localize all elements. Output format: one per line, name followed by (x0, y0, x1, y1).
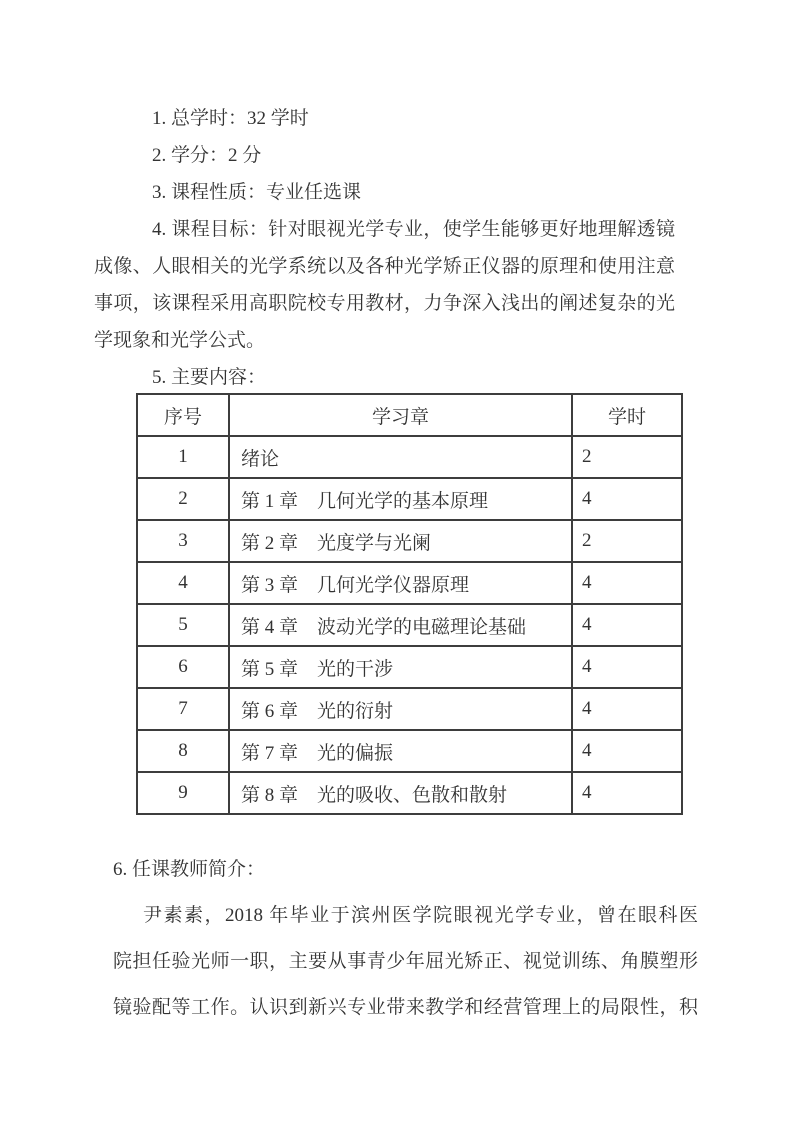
row-number-cell: 2 (137, 478, 229, 520)
hours-cell: 4 (572, 688, 682, 730)
course-item-total-hours: 1. 总学时：32 学时 (152, 108, 309, 129)
hours-cell: 2 (572, 520, 682, 562)
row-number-cell: 4 (137, 562, 229, 604)
teacher-bio-line: 镜验配等工作。认识到新兴专业带来教学和经营管理上的局限性，积 (113, 997, 698, 1018)
col-header-index: 序号 (137, 394, 229, 436)
row-number-cell: 7 (137, 688, 229, 730)
course-item-credits: 2. 学分：2 分 (152, 145, 262, 166)
chapter-cell: 第 2 章 光度学与光阑 (229, 520, 572, 562)
course-objective-line: 学现象和光学公式。 (94, 330, 266, 351)
teacher-intro-heading: 6. 任课教师简介： (113, 859, 266, 880)
table-row (137, 436, 682, 478)
row-number-cell: 3 (137, 520, 229, 562)
course-item-main-content: 5. 主要内容： (152, 367, 267, 388)
table-row (137, 646, 682, 688)
teacher-bio-line: 尹素素，2018 年毕业于滨州医学院眼视光学专业，曾在眼科医 (143, 905, 698, 926)
course-objective-line: 4. 课程目标：针对眼视光学专业，使学生能够更好地理解透镜 (152, 219, 675, 240)
teacher-bio-line: 院担任验光师一职，主要从事青少年屈光矫正、视觉训练、角膜塑形 (113, 951, 698, 972)
row-number-cell: 6 (137, 646, 229, 688)
row-number-cell: 5 (137, 604, 229, 646)
hours-cell: 2 (572, 436, 682, 478)
col-header-chapter: 学习章 (229, 394, 572, 436)
course-info-section (94, 100, 675, 396)
chapter-cell: 第 6 章 光的衍射 (229, 688, 572, 730)
table-row (137, 688, 682, 730)
chapter-cell: 第 1 章 几何光学的基本原理 (229, 478, 572, 520)
table-row (137, 562, 682, 604)
hours-cell: 4 (572, 646, 682, 688)
col-header-hours: 学时 (572, 394, 682, 436)
course-item-course-type: 3. 课程性质：专业任选课 (152, 182, 362, 203)
chapter-cell: 第 4 章 波动光学的电磁理论基础 (229, 604, 572, 646)
hours-cell: 4 (572, 730, 682, 772)
teacher-bio-paragraph (113, 893, 698, 1031)
chapter-cell: 第 8 章 光的吸收、色散和散射 (229, 772, 572, 814)
course-objective-line: 成像、人眼相关的光学系统以及各种光学矫正仪器的原理和使用注意 (94, 256, 675, 277)
chapter-cell: 第 3 章 几何光学仪器原理 (229, 562, 572, 604)
course-objective-line: 事项，该课程采用高职院校专用教材，力争深入浅出的阐述复杂的光 (94, 293, 675, 314)
course-content-table (136, 393, 683, 815)
table-row (137, 730, 682, 772)
hours-cell: 4 (572, 604, 682, 646)
hours-cell: 4 (572, 478, 682, 520)
table-header-row (137, 394, 682, 436)
row-number-cell: 8 (137, 730, 229, 772)
course-objective-paragraph (94, 211, 675, 359)
teacher-intro-section (113, 847, 698, 1031)
chapter-cell: 第 5 章 光的干涉 (229, 646, 572, 688)
row-number-cell: 1 (137, 436, 229, 478)
table-row (137, 604, 682, 646)
hours-cell: 4 (572, 562, 682, 604)
table-row (137, 478, 682, 520)
table-row (137, 520, 682, 562)
table-row (137, 772, 682, 814)
chapter-cell: 绪论 (229, 436, 572, 478)
row-number-cell: 9 (137, 772, 229, 814)
chapter-cell: 第 7 章 光的偏振 (229, 730, 572, 772)
hours-cell: 4 (572, 772, 682, 814)
